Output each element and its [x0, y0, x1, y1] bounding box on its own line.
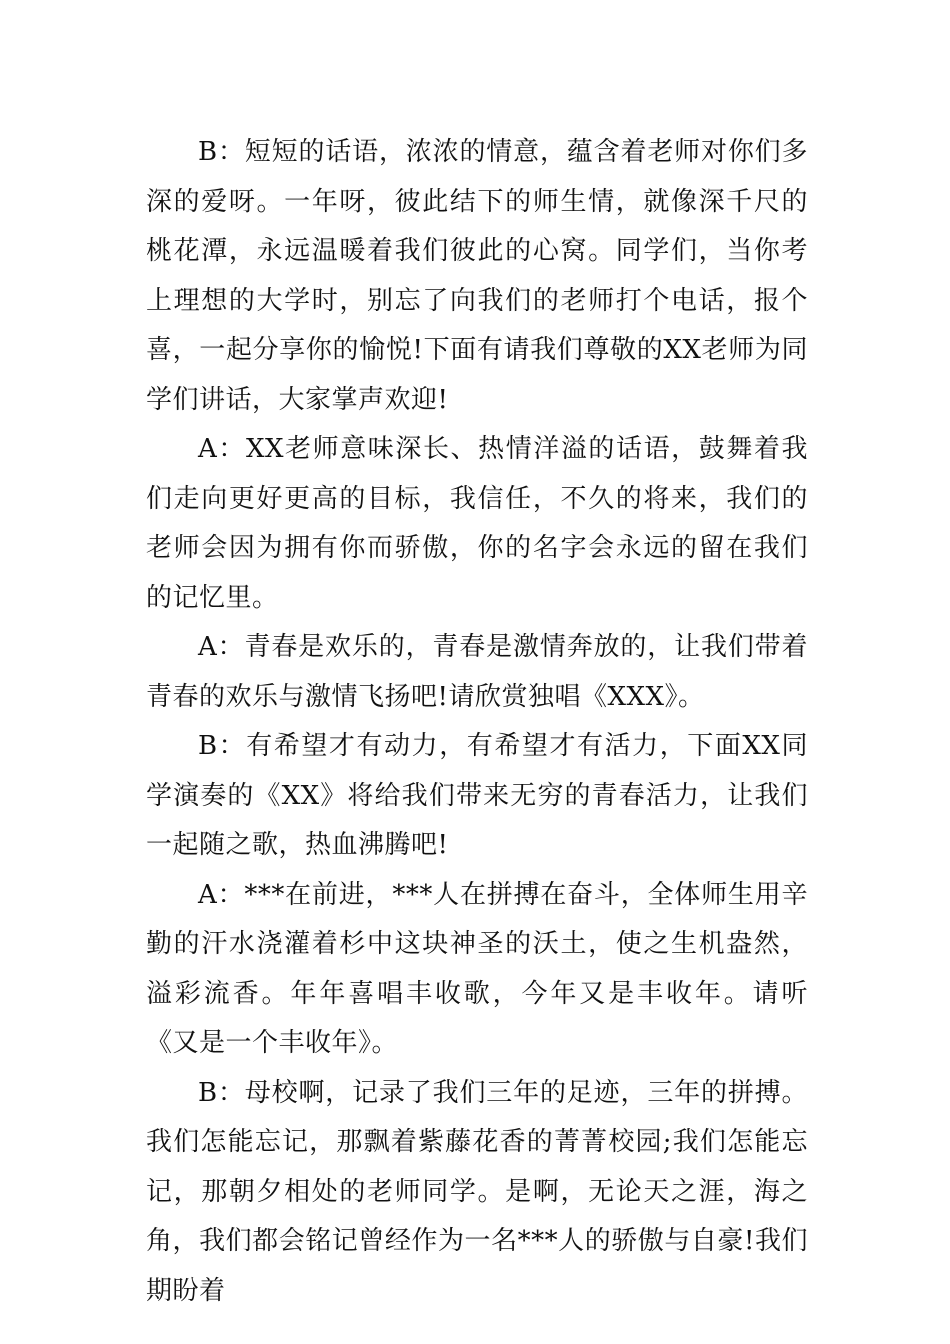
document-body [146, 128, 808, 1316]
paragraph: B：母校啊，记录了我们三年的足迹，三年的拼搏。我们怎能忘记，那飘着紫藤花香的菁菁校园;我们怎能忘记，那朝夕相处的老师同学。是啊，无论天之涯，海之角，我们都会铭记曾经作为一名***人的骄傲与自豪!我们期盼着 [146, 1077, 808, 1306]
paragraph: B：有希望才有动力，有希望才有活力，下面XX同学演奏的《XX》将给我们带来无穷的青春活力，让我们一起随之歌，热血沸腾吧! [146, 731, 808, 860]
paragraph: A：青春是欢乐的，青春是激情奔放的，让我们带着青春的欢乐与激情飞扬吧!请欣赏独唱《XXX》。 [146, 632, 808, 712]
paragraph: A：XX老师意味深长、热情洋溢的话语，鼓舞着我们走向更好更高的目标，我信任，不久的将来，我们的老师会因为拥有你而骄傲，你的名字会永远的留在我们的记忆里。 [146, 434, 808, 613]
paragraph: A：***在前进，***人在拼搏在奋斗，全体师生用辛勤的汗水浇灌着杉中这块神圣的沃土，使之生机盎然，溢彩流香。年年喜唱丰收歌，今年又是丰收年。请听《又是一个丰收年》。 [146, 879, 808, 1058]
paragraph: B：短短的话语，浓浓的情意，蕴含着老师对你们多深的爱呀。一年呀，彼此结下的师生情，就像深千尺的桃花潭，永远温暖着我们彼此的心窝。同学们，当你考上理想的大学时，别忘了向我们的老师打个电话，报个喜，一起分享你的愉悦!下面有请我们尊敬的XX老师为同学们讲话，大家掌声欢迎! [146, 137, 808, 415]
